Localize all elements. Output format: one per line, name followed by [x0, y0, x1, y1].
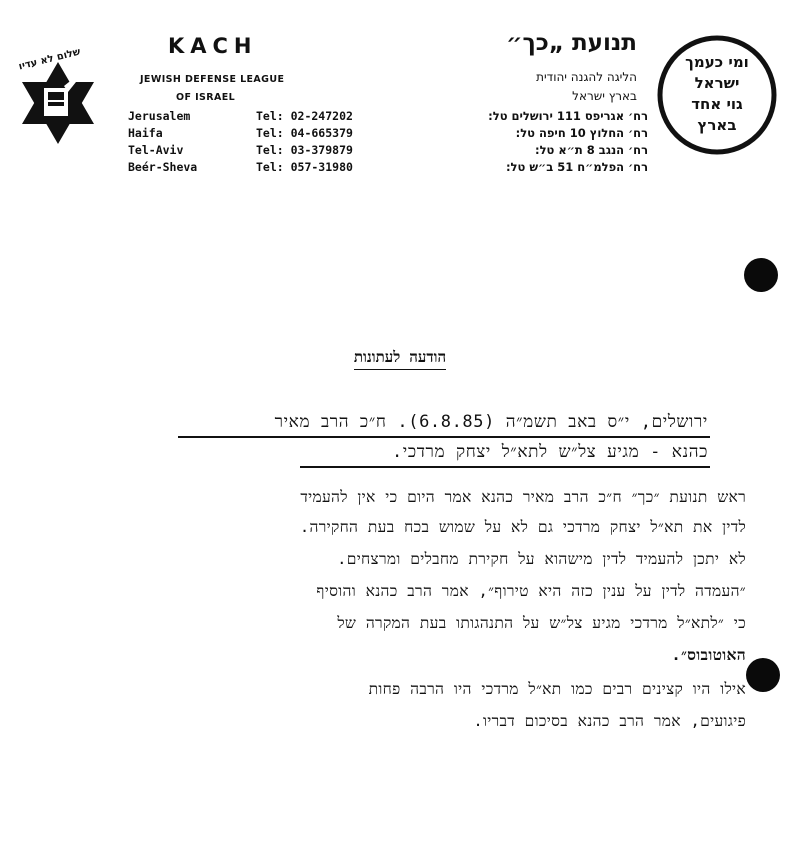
logo-caption: שלום לא עדיו: [17, 46, 82, 73]
english-subtitle-2: OF ISRAEL: [176, 92, 236, 103]
office-city: Tel-Aviv: [128, 143, 184, 157]
office-hebrew-address: רח׳ הפלמ״ח 51 ב״ש טל:: [505, 160, 648, 174]
office-row-beer-sheva: [128, 160, 648, 175]
headline-line-2: כהנא - מגיע צל״ש לתא״ל יצחק מרדכי.: [391, 442, 708, 462]
body-line: לדין את תא״ל יצחק מרדכי גם לא על שמוש בכח בעת החקירה.: [299, 518, 746, 536]
headline-line-1: ירושלים, י״ס באב תשמ״ה (6.8.85). ח״כ הרב מאיר: [274, 412, 708, 432]
notice-title: [0, 348, 800, 367]
body-line: ״העמדה לדין על ענין כזה היא טירוף״, אמר הרב כהנא והוסיף: [316, 582, 746, 600]
body-line: כי ״לתא״ל מרדכי מגיע צל״ש על התנהגותו בעת המקרה של: [337, 614, 746, 632]
seal-line: ישראל: [694, 74, 740, 92]
office-row-jerusalem: [128, 109, 648, 124]
punch-hole: [744, 258, 778, 292]
office-city: Haifa: [128, 126, 163, 140]
office-row-tel-aviv: [128, 143, 648, 158]
seal-text-block: [656, 52, 778, 142]
hebrew-subtitle-2: בארץ ישראל: [572, 89, 637, 103]
body-line: ראש תנועת ״כך״ ח״כ הרב מאיר כהנא אמר היום כי אין להעמיד: [300, 488, 746, 506]
hebrew-title: תנועת „כך״: [506, 30, 637, 56]
office-hebrew-address: רח׳ אגריפס 111 ירושלים טל:: [488, 109, 648, 123]
headline-underline-2: [300, 466, 710, 468]
english-subtitle-1: JEWISH DEFENSE LEAGUE: [140, 74, 285, 85]
office-city: Beér-Sheva: [128, 160, 198, 174]
hebrew-subtitle-1: הליגה להגנה יהודית: [536, 70, 637, 84]
office-hebrew-address: רח׳ הנגב 8 ת״א טל:: [535, 143, 648, 157]
office-tel: Tel: 03-379879: [256, 143, 353, 157]
body-line: האוטובוס״.: [671, 646, 746, 664]
headline-underline-1: [178, 436, 710, 438]
seal-line: בארץ: [697, 116, 737, 134]
seal-line: גוי אחד: [691, 95, 743, 113]
office-tel: Tel: 02-247202: [256, 109, 353, 123]
office-tel: Tel: 057-31980: [256, 160, 353, 174]
office-city: Jerusalem: [128, 109, 191, 123]
body-line: לא יתכן להעמיד לדין מישהוא על חקירת מחבלים ומרצחים.: [337, 550, 746, 568]
seal-line: ומי כעמך: [685, 53, 749, 71]
office-tel: Tel: 04-665379: [256, 126, 353, 140]
office-row-haifa: [128, 126, 648, 141]
body-line: אילו היו קצינים רבים כמו תא״ל מרדכי היו הרבה פחות: [368, 680, 746, 698]
punch-hole: [746, 658, 780, 692]
office-hebrew-address: רח׳ החלוץ 10 חיפה טל:: [515, 126, 648, 140]
english-title: KACH: [168, 34, 258, 58]
body-line: פיגועים, אמר הרב כהנא בסיכום דבריו.: [473, 712, 746, 730]
notice-title-text: הודעה לעתונות: [354, 348, 446, 370]
